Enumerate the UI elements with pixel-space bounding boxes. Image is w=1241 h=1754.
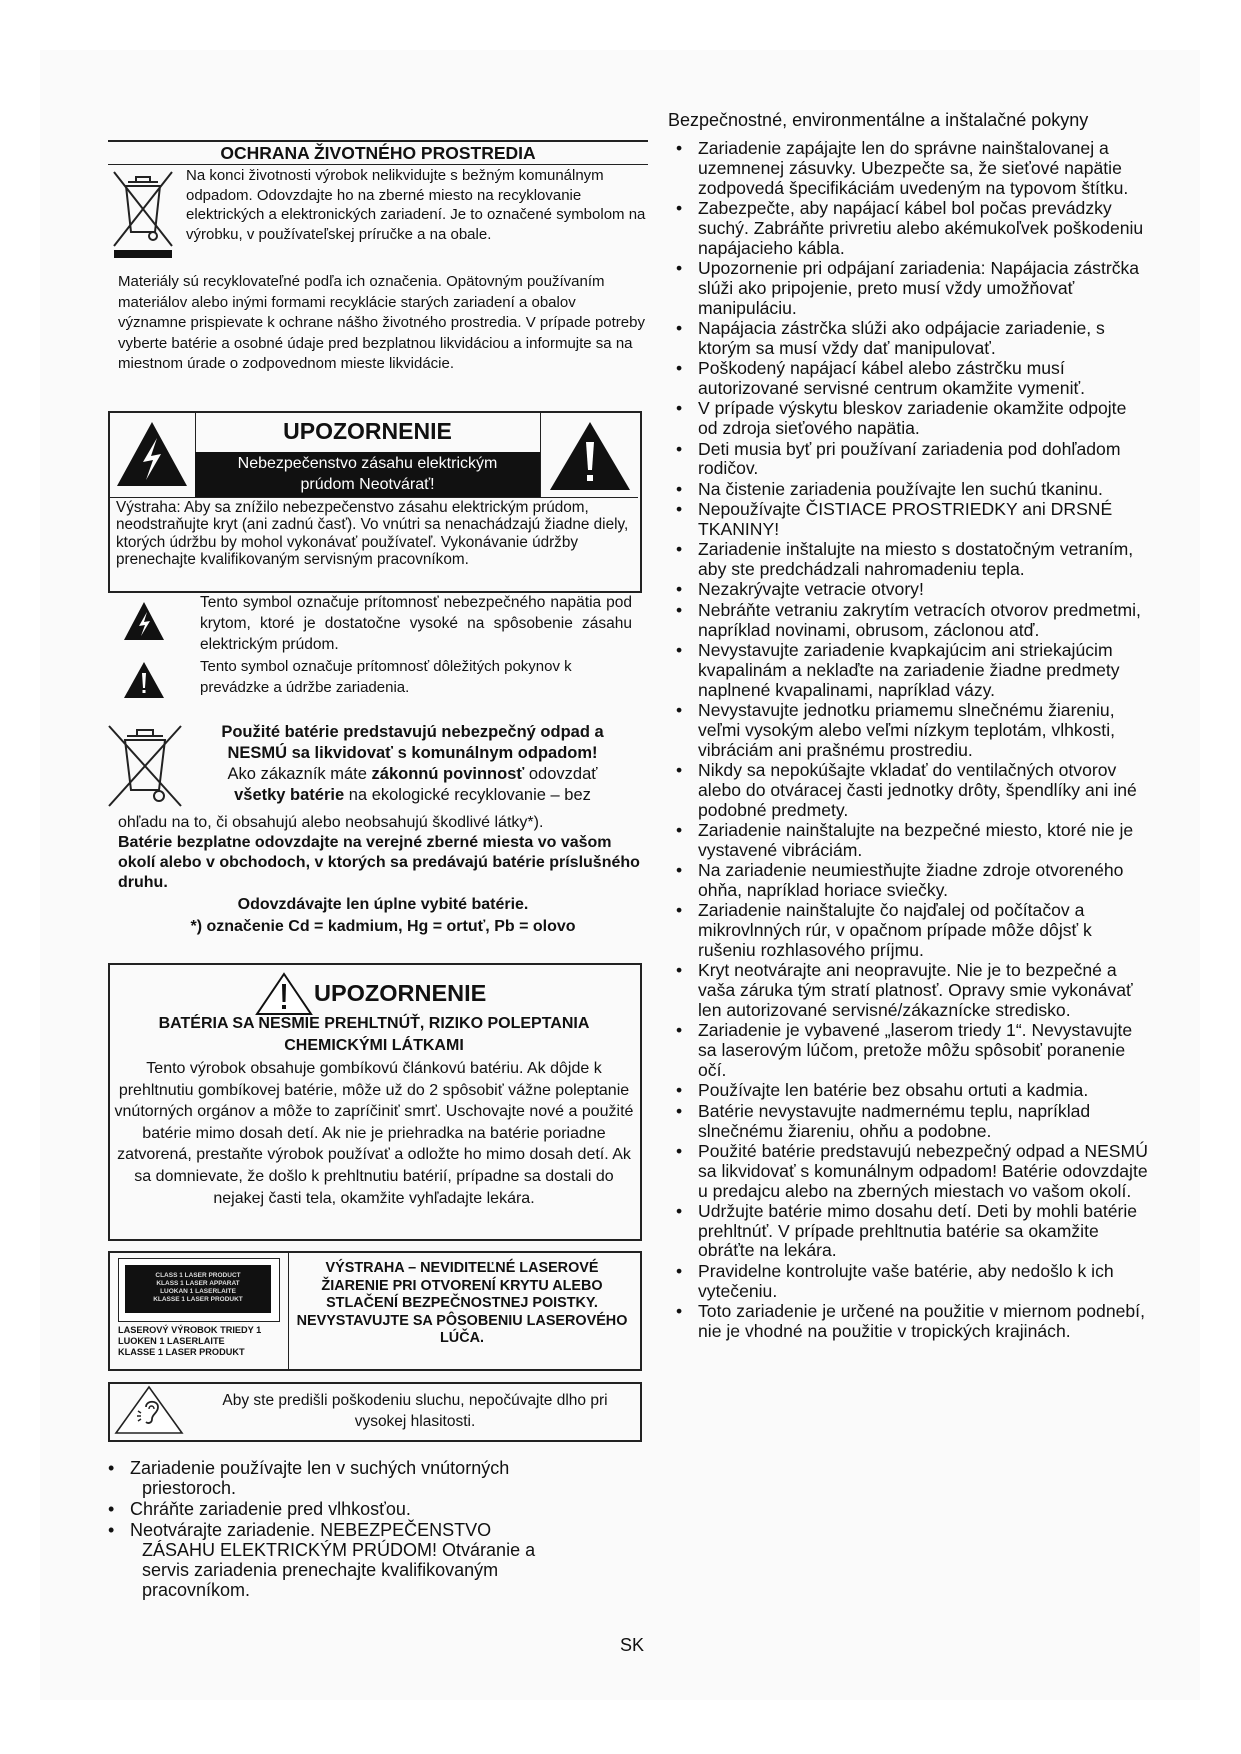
battery-bold-line-2: NESMÚ sa likvidovať s komunálnym odpadom! [227, 744, 598, 762]
warning-title: UPOZORNENIE [283, 418, 452, 444]
left-bullet-text: Chráňte zariadenie pred vlhkosťou. [130, 1499, 411, 1519]
laser-divider [288, 1251, 289, 1369]
environment-text-2: Materiály sú recyklovateľné podľa ich označenia. Opätovným používaním materiálov alebo inými formami recyklácie starých zariadení a obalov významne prispievate k ochrane nášho životného prostredia. V prípade potreby vyberte batérie a osobné údaje pred bezplatnou likvidáciou a informujte sa na miestnom úrade o zodpovednom mieste likvidácie. [118, 273, 645, 372]
right-bullet-item: • Toto zariadenie je určené na použitie v miernom podnebí, nie je vhodné na použitie v tropických krajinách. [668, 1302, 1148, 1342]
right-bullet-item: • Zariadenie nainštalujte na bezpečné miesto, ktoré nie je vystavené vibráciám. [668, 821, 1148, 861]
environment-text: Na konci životnosti výrobok nelikvidujte s bežným komunálnym odpadom. Odovzdajte ho na zberné miesto na recyklovanie elektrických a elektronických zariadení. Je to označené symbolom na výrobku, v používateľskej príručke a na obale. [186, 167, 646, 243]
right-bullet-item: • Udržujte batérie mimo dosahu detí. Deti by mohli batérie prehltnúť. V prípade prehltnutia batérie sa okamžite obráťte na lekára. [668, 1202, 1148, 1261]
battery-bold-paragraph: Batérie bezplatne odovzdajte na verejné zberné miesta vo vašom okolí alebo v obchodoch, v ktorých sa predávajú batérie príslušného druhu. [118, 834, 640, 891]
right-bullet-item: • Zariadenie je vybavené „laserom triedy 1“. Nevystavujte sa laserovým lúčom, pretože môžu spôsobiť poranenie očí. [668, 1021, 1148, 1080]
laser-label-plate [125, 1265, 271, 1313]
laser-caption-line: LASEROVÝ VÝROBOK TRIEDY 1 [118, 1325, 262, 1335]
electric-shock-icon [115, 420, 189, 488]
laser-label-line: LUOKAN 1 LASERLAITE [160, 1288, 236, 1295]
lightning-symbol-icon [122, 600, 166, 642]
language-code: SK [620, 1635, 645, 1655]
right-bullet-item: • Použité batérie predstavujú nebezpečný odpad a NESMÚ sa likvidovať s komunálnym odpadom! Batérie odovzdajte u predajcu alebo na zberných miestach vo vašom okolí. [668, 1142, 1148, 1201]
right-bullet-item: • Poškodený napájací kábel alebo zástrčku musí autorizované servisné centrum okamžite vymeniť. [668, 359, 1148, 399]
right-bullet-item: • Kryt neotvárajte ani neopravujte. Nie je to bezpečné a vaša záruka tým stratí platnosť. Opravy smie vykonávať len autorizované servisné/zákaznícke stredisko. [668, 961, 1148, 1020]
laser-caption-line: LUOKEN 1 LASERLAITE [118, 1336, 225, 1346]
right-bullet-item: • V prípade výskytu bleskov zariadenie okamžite odpojte od zdroja sieťového napätia. [668, 399, 1148, 439]
laser-label-lines [125, 1265, 271, 1304]
left-bullet-text: Zariadenie používajte len v suchých vnútorných [130, 1458, 510, 1478]
left-bullet-text: Neotvárajte zariadenie. NEBEZPEČENSTVO [130, 1520, 492, 1540]
right-column-title: Bezpečnostné, environmentálne a inštalačné pokyny [668, 110, 1089, 130]
left-bullet-continuation: priestoroch. [142, 1478, 237, 1498]
right-bullet-item: • Na zariadenie neumiestňujte žiadne zdroje otvoreného ohňa, napríklad horiace sviečky. [668, 861, 1148, 901]
battery-line-3 [190, 764, 635, 785]
right-bullet-item: • Nepoužívajte ČISTIACE PROSTRIEDKY ani DRSNÉ TKANINY! [668, 500, 1148, 540]
battery-bin-crossed-icon [105, 720, 185, 810]
right-bullet-item: • Nebráňte vetraniu zakrytím vetracích otvorov predmetmi, napríklad novinami, obrusom, záclonou atď. [668, 601, 1148, 641]
warning-separator [108, 497, 638, 498]
left-bullet-list [100, 1458, 570, 1601]
right-bullet-list [668, 139, 1148, 1342]
laser-label-line: KLASSE 1 LASER PRODUKT [153, 1296, 243, 1303]
right-bullet-item: • Zabezpečte, aby napájací kábel bol počas prevádzky suchý. Zabráňte privretiu alebo akémukoľvek poškodeniu napájacieho kábla. [668, 199, 1148, 258]
warning2-text: Tento výrobok obsahuje gombíkovú článkovú batériu. Ak dôjde k prehltnutiu gombíkovej batérie, môže už do 2 spôsobiť vážne poleptanie vnútorných orgánov a môže to zapríčiniť smrť. Uschovajte nové a použité batérie mimo dosah detí. Ak nie je priehradka na batérie poriadne zatvorená, prestaňte výrobok používať a odložte ho mimo dosah detí. Ak sa domnievate, že došlo k prehltnutiu batérií, prípadne sa dostali do nejakej časti tela, okamžite vyhľadajte lekára. [114, 1060, 634, 1207]
battery-line-3-a: Ako zákazník máte [227, 765, 372, 783]
environment-title: OCHRANA ŽIVOTNÉHO PROSTREDIA [108, 140, 648, 164]
battery-line-4-a: všetky batérie [234, 786, 345, 804]
warning-banner [195, 452, 540, 498]
right-bullet-item: • Nevystavujte zariadenie kvapkajúcim ani striekajúcim kvapalinám a neklaďte na zariadenie žiadne predmety naplnené kvapalinami, napríklad vázy. [668, 641, 1148, 700]
warning2-subtitle-line-2: CHEMICKÝMI LÁTKAMI [284, 1036, 464, 1054]
warning2-heading [250, 972, 650, 1008]
right-bullet-item: • Zariadenie nainštalujte čo najďalej od počítačov a mikrovlnných rúr, v opačnom prípade môže dôjsť k rušeniu rozhlasového príjmu. [668, 901, 1148, 960]
warning-divider-right [540, 411, 541, 498]
hearing-warning-text: Aby ste predišli poškodeniu sluchu, nepočúvajte dlho pri vysokej hlasitosti. [222, 1392, 608, 1430]
battery-bold-center: Odovzdávajte len úplne vybité batérie. [237, 896, 529, 913]
laser-label-line: KLASS 1 LASER APPARAT [156, 1280, 240, 1287]
exclamation-symbol-icon [122, 660, 166, 700]
battery-note: *) označenie Cd = kadmium, Hg = ortuť, Pb = olovo [190, 918, 576, 935]
battery-line-4 [190, 785, 635, 806]
laser-caption-line: KLASSE 1 LASER PRODUKT [118, 1347, 245, 1357]
left-bullet-item [100, 1499, 570, 1519]
warning2-subtitle-line-1: BATÉRIA SA NESMIE PREHLTNÚŤ, RIZIKO POLEPTANIA [158, 1015, 590, 1032]
right-bullet-item: • Upozornenie pri odpájaní zariadenia: Napájacia zástrčka slúži ako pripojenie, preto musí vždy umožňovať manipuláciu. [668, 259, 1148, 318]
warning-banner-line-2: prúdom Neotvárať! [300, 476, 435, 493]
battery-line-3-b: zákonnú povinnosť [371, 765, 525, 783]
right-bullet-item: • Batérie nevystavujte nadmernému teplu, napríklad slnečnému žiareniu, ohňu a podobne. [668, 1102, 1148, 1142]
exclamation-warning-icon [548, 420, 632, 492]
battery-bold-line-1: Použité batérie predstavujú nebezpečný odpad a [221, 723, 604, 741]
right-bullet-item: • Pravidelne kontrolujte vaše batérie, aby nedošlo k ich vytečeniu. [668, 1262, 1148, 1302]
left-bullet-item [100, 1520, 570, 1600]
environment-rule [108, 164, 648, 165]
right-bullet-item: • Používajte len batérie bez obsahu ortuti a kadmia. [668, 1081, 1148, 1101]
laser-caption [118, 1325, 288, 1358]
lightning-symbol-text: Tento symbol označuje prítomnosť nebezpečného napätia pod krytom, ktoré je dostatočne vysoké na spôsobenie zásahu elektrickým prúdom. [200, 594, 632, 653]
warning-triangle-outline-icon [255, 972, 313, 1016]
laser-warning-text: VÝSTRAHA – NEVIDITEĽNÉ LASEROVÉ ŽIARENIE PRI OTVORENÍ KRYTU ALEBO STLAČENÍ BEZPEČNOSTNEJ POISTKY. NEVYSTAVUJTE SA PÔSOBENIU LASEROVÉHO LÚČA. [296, 1260, 628, 1347]
left-bullet-continuation: ZÁSAHU ELEKTRICKÝM PRÚDOM! Otváranie a servis zariadenia prenechajte kvalifikovaným pracovníkom. [142, 1540, 536, 1600]
right-bullet-item: • Zariadenie zapájajte len do správne nainštalovanej a uzemnenej zásuvky. Ubezpečte sa, že sieťové napätie zodpovedá špecifikáciám uvedeným na typovom štítku. [668, 139, 1148, 198]
battery-line-3-c: odovzdať [524, 765, 598, 783]
warning2-title: UPOZORNENIE [314, 980, 487, 1006]
warning2-subtitle [110, 1013, 638, 1056]
battery-line-5: ohľadu na to, či obsahujú alebo neobsahujú škodlivé látky*). [118, 814, 544, 831]
wheelie-bin-crossed-icon [110, 168, 176, 258]
right-bullet-item: • Nevystavujte jednotku priamemu slnečnému žiareniu, veľmi vysokým alebo veľmi nízkym teplotám, vlhkosti, vibráciám ani prašnému prostrediu. [668, 701, 1148, 760]
right-bullet-item: • Napájacia zástrčka slúži ako odpájacie zariadenie, s ktorým sa musí vždy dať manipulovať. [668, 319, 1148, 359]
laser-label-line: CLASS 1 LASER PRODUCT [155, 1272, 241, 1279]
exclamation-symbol-text: Tento symbol označuje prítomnosť dôležitých pokynov k prevádzke a údržbe zariadenia. [200, 658, 572, 696]
left-bullet-item [100, 1458, 570, 1498]
warning-banner-line-1: Nebezpečenstvo zásahu elektrickým [237, 455, 498, 472]
right-bullet-item: • Na čistenie zariadenia používajte len suchú tkaninu. [668, 480, 1148, 500]
warning-text: Výstraha: Aby sa znížilo nebezpečenstvo zásahu elektrickým prúdom, neodstraňujte kryt (ani zadnú časť). Vo vnútri sa nenachádzajú žiadne diely, ktorých údržbu by mohol vykonávať používateľ. Vykonávanie údržby prenechajte kvalifikovaným servisným pracovníkom. [116, 499, 629, 568]
hearing-damage-icon [114, 1385, 184, 1435]
right-bullet-item: • Nezakrývajte vetracie otvory! [668, 580, 1148, 600]
right-bullet-item: • Nikdy sa nepokúšajte vkladať do ventilačných otvorov alebo do otváracej časti jednotky drôty, špendlíky ani iné podobné predmety. [668, 761, 1148, 820]
right-bullet-item: • Zariadenie inštalujte na miesto s dostatočným vetraním, aby ste predchádzali nahromadeniu tepla. [668, 540, 1148, 580]
right-bullet-item: • Deti musia byť pri používaní zariadenia pod dohľadom rodičov. [668, 440, 1148, 480]
battery-details [118, 813, 648, 937]
laser-label [118, 1258, 280, 1322]
battery-line-4-b: na ekologické recyklovanie – bez [344, 786, 591, 804]
battery-warning [190, 722, 635, 806]
